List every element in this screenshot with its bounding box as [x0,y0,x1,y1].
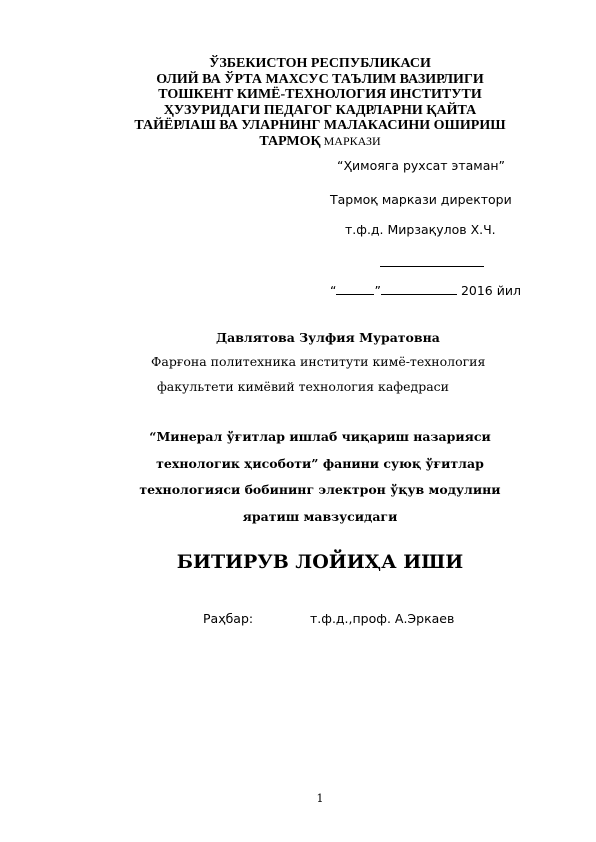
header-branch-bold: ТАРМОҚ [259,133,321,149]
header-branch-rest: МАРКАЗИ [320,133,381,148]
ministry-header-line-6 [0,134,596,150]
date-month-blank [381,284,457,295]
author-name: Давлятова Зулфия Муратовна [216,330,440,345]
author-affiliation-line-1: Фарғона политехника институти кимё-технология [151,354,486,369]
approval-date [330,283,521,298]
date-close-quote: ” [374,283,381,298]
ministry-header-line-4: ҲУЗУРИДАГИ ПЕДАГОГ КАДРЛАРНИ ҚАЙТА [163,102,477,118]
author-affiliation-line-2: факультети кимёвий технология кафедраси [157,379,449,394]
topic-line-4: яратиш мавзусидаги [242,508,398,524]
date-year: 2016 йил [456,283,521,298]
topic-line-1: “Минерал ўғитлар ишлаб чиқариш назарияси [149,429,491,444]
ministry-header-line-1: ЎЗБЕКИСТОН РЕСПУБЛИКАСИ [209,56,431,71]
date-open-quote: “ [330,283,337,298]
approval-director-name: т.ф.д. Мирзақулов Х.Ч. [345,222,496,237]
ministry-header-line-2: ОЛИЙ ВА ЎРТА МАХСУС ТАЪЛИМ ВАЗИРЛИГИ [156,71,484,87]
ministry-header-line-5: ТАЙЁРЛАШ ВА УЛАРНИНГ МАЛАКАСИНИ ОШИРИШ [134,118,506,133]
approval-position: Тармоқ маркази директори [330,192,512,207]
approval-title: “Ҳимояга рухсат этаман” [337,158,506,173]
supervisor-name: т.ф.д.,проф. А.Эркаев [310,611,455,626]
supervisor-label: Раҳбар: [203,611,254,626]
ministry-header-line-3: ТОШКЕНТ КИМЁ-ТЕХНОЛОГИЯ ИНСТИТУТИ [158,87,482,102]
page-number: 1 [316,792,324,805]
topic-line-3: технологияси бобининг электрон ўқув модулини [139,482,501,497]
date-day-blank [336,284,374,295]
work-title: БИТИРУВ ЛОЙИҲА ИШИ [176,551,464,573]
topic-line-2: технологик ҳисоботи” фанини суюқ ўғитлар [156,455,484,471]
signature-line [380,266,484,267]
